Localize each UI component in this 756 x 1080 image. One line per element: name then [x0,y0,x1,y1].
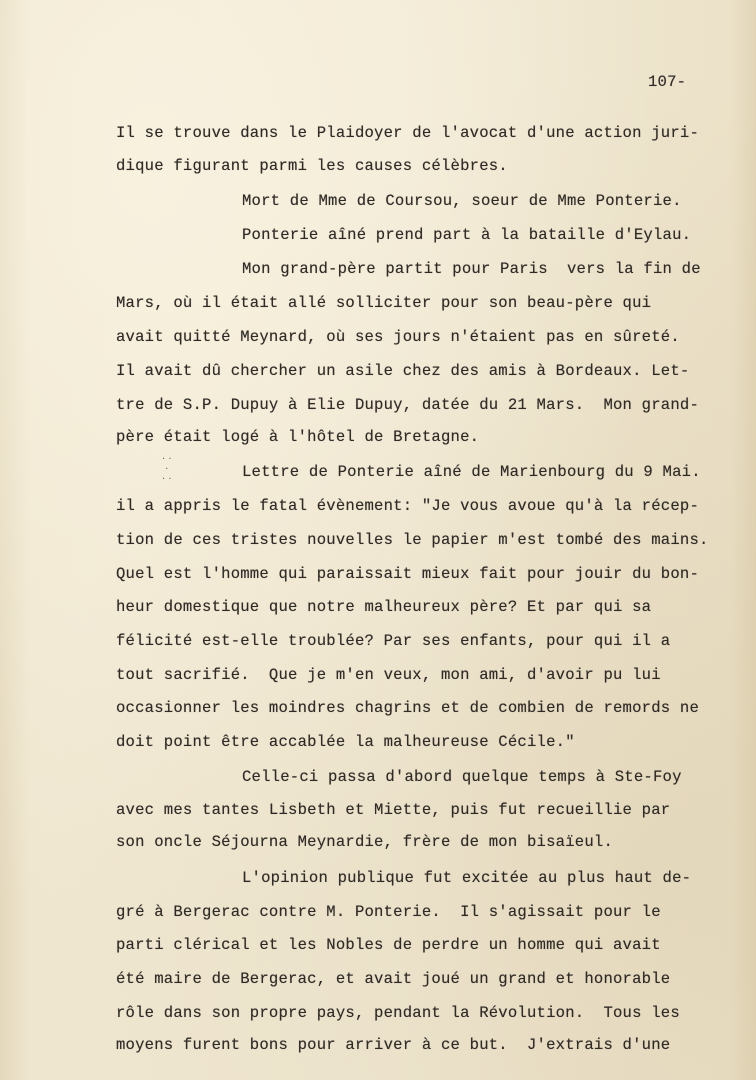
text-line: avait quitté Meynard, où ses jours n'étaient pas en sûreté. [116,328,680,346]
text-line: doit point être accablée la malheureuse Cécile." [116,733,575,751]
text-line: rôle dans son propre pays, pendant la Révolution. Tous les [116,1004,680,1022]
text-line: L'opinion publique fut excitée au plus haut de- [242,869,692,887]
text-line: félicité est-elle troublée? Par ses enfants, pour qui il a [116,632,671,650]
text-line: tion de ces tristes nouvelles le papier m'est tombé des mains. [116,531,709,549]
text-line: Mon grand-père partit pour Paris vers la fin de [242,260,701,278]
text-line: Mort de Mme de Coursou, soeur de Mme Ponterie. [242,192,682,210]
text-line: parti clérical et les Nobles de perdre un homme qui avait [116,936,661,954]
text-line: gré à Bergerac contre M. Ponterie. Il s'agissait pour le [116,903,661,921]
text-line: occasionner les moindres chagrins et de combien de remords ne [116,699,700,717]
text-line: il a appris le fatal évènement: "Je vous avoue qu'à la récep- [116,497,700,515]
text-line: Ponterie aîné prend part à la bataille d'Eylau. [242,226,692,244]
text-line: tre de S.P. Dupuy à Elie Dupuy, datée du 21 Mars. Mon grand- [116,396,700,414]
page-number: 107- [648,73,687,91]
text-line: avec mes tantes Lisbeth et Miette, puis fut recueillie par [116,801,671,819]
text-line: dique figurant parmi les causes célèbres. [116,157,508,175]
text-line: Quel est l'homme qui paraissait mieux fait pour jouir du bon- [116,565,700,583]
text-line: moyens furent bons pour arriver à ce but. J'extrais d'une [116,1036,671,1054]
ink-specks: · · · · · [162,454,172,485]
text-line: tout sacrifié. Que je m'en veux, mon ami, d'avoir pu lui [116,666,661,684]
text-line: Mars, où il était allé solliciter pour son beau-père qui [116,294,652,312]
text-line: son oncle Séjourna Meynardie, frère de mon bisaïeul. [116,833,614,851]
text-line: père était logé à l'hôtel de Bretagne. [116,428,480,446]
text-line: Lettre de Ponterie aîné de Marienbourg du 9 Mai. [242,463,701,481]
text-line: Celle-ci passa d'abord quelque temps à Ste-Foy [242,768,682,786]
text-line: été maire de Bergerac, et avait joué un grand et honorable [116,970,671,988]
text-line: Il avait dû chercher un asile chez des amis à Bordeaux. Let- [116,362,690,380]
text-line: Il se trouve dans le Plaidoyer de l'avocat d'une action juri- [116,124,700,142]
text-line: heur domestique que notre malheureux père? Et par qui sa [116,598,652,616]
